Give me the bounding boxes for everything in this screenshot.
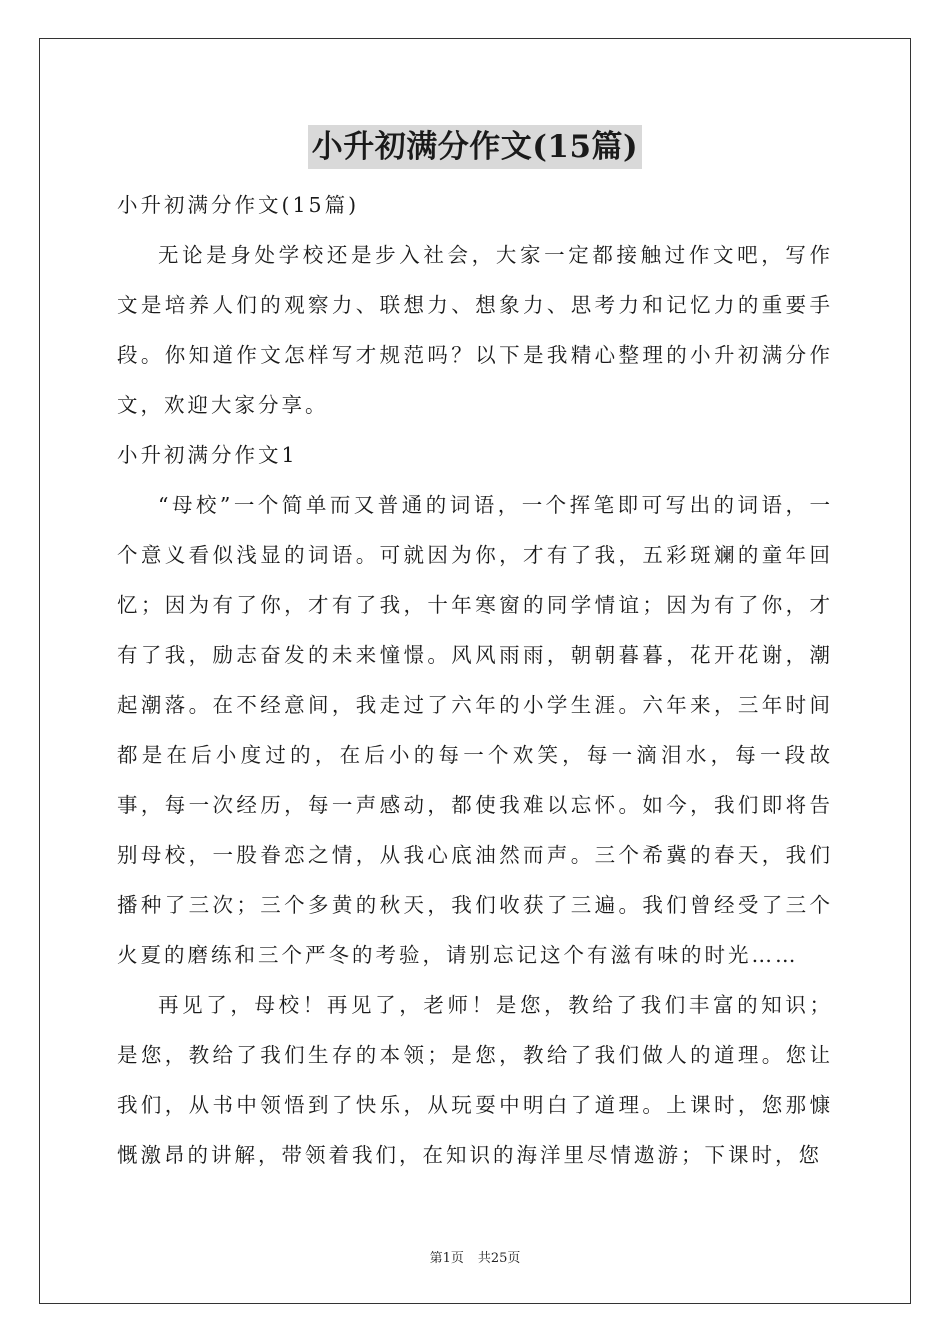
document-subtitle: 小升初满分作文(15篇) (117, 193, 360, 217)
body-paragraph: “母校”一个简单而又普通的词语，一个挥笔即可写出的词语，一个意义看似浅显的词语。可就因为你，才有了我，五彩斑斓的童年回忆；因为有了你，才有了我，十年寒窗的同学情谊；因为有了你，才有了我，励志奋发的未来憧憬。风风雨雨，朝朝暮暮，花开花谢，潮起潮落。在不经意间，我走过了六年的小学生涯。六年来，三年时间都是在后小度过的，在后小的每一个欢笑，每一滴泪水，每一段故事，每一次经历，每一声感动，都使我难以忘怀。如今，我们即将告别母校，一股眷恋之情，从我心底油然而声。三个希冀的春天，我们播种了三次；三个多黄的秋天，我们收获了三遍。我们曾经受了三个火夏的磨练和三个严冬的考验，请别忘记这个有滋有味的时光…… (117, 493, 833, 967)
intro-paragraph: 无论是身处学校还是步入社会，大家一定都接触过作文吧，写作文是培养人们的观察力、联想力、想象力、思考力和记忆力的重要手段。你知道作文怎样写才规范吗？以下是我精心整理的小升初满分作文，欢迎大家分享。 (117, 243, 833, 417)
document-title: 小升初满分作文(15篇) (308, 125, 642, 169)
page-number: 第1页 (429, 1251, 464, 1266)
section-heading: 小升初满分作文1 (117, 443, 298, 467)
document-body (117, 180, 833, 1180)
title-container (0, 125, 950, 169)
page-total: 共25页 (477, 1251, 521, 1266)
page-footer (0, 1247, 950, 1266)
body-paragraph: 再见了，母校！再见了，老师！是您，教给了我们丰富的知识；是您，教给了我们生存的本领；是您，教给了我们做人的道理。您让我们，从书中领悟到了快乐，从玩耍中明白了道理。上课时，您那慷慨激昂的讲解，带领着我们，在知识的海洋里尽情遨游；下课时，您 (117, 993, 833, 1167)
